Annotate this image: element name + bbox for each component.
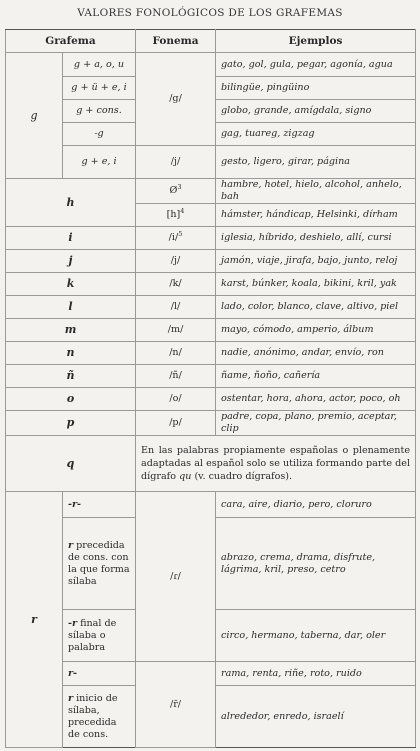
- fonema: /o/: [136, 388, 216, 411]
- grafema: i: [6, 227, 136, 250]
- examples: hámster, hándicap, Helsinki, dírham: [216, 204, 416, 227]
- examples: gato, gol, gula, pegar, agonía, agua: [216, 53, 416, 77]
- table-row: [6, 296, 416, 319]
- examples: mayo, cómodo, amperio, álbum: [216, 319, 416, 342]
- grafema: o: [6, 388, 136, 411]
- examples: hambre, hotel, hielo, alcohol, anhelo, bah: [216, 179, 416, 204]
- fonema-j-for-g: /j/: [136, 146, 216, 179]
- table-row: [6, 319, 416, 342]
- examples: ñame, ñoño, cañería: [216, 365, 416, 388]
- r-context: r inicio de sílaba, precedida de cons.: [63, 686, 136, 748]
- table-row: [6, 53, 416, 77]
- table-row: [6, 411, 416, 436]
- grafema: k: [6, 273, 136, 296]
- table-row: [6, 250, 416, 273]
- grafema: m: [6, 319, 136, 342]
- examples: alrededor, enredo, israelí: [216, 686, 416, 748]
- fonema-g: /g/: [136, 53, 216, 146]
- examples: rama, renta, riñe, roto, ruido: [216, 662, 416, 686]
- grafema: l: [6, 296, 136, 319]
- r-context: -r-: [63, 492, 136, 518]
- table-row: [6, 146, 416, 179]
- table-row: [6, 227, 416, 250]
- header-ejemplos: Ejemplos: [216, 30, 416, 53]
- g-context: g + e, i: [63, 146, 136, 179]
- g-context: g + ü + e, i: [63, 77, 136, 100]
- fonema: /l/: [136, 296, 216, 319]
- table-title: VALORES FONOLÓGICOS DE LOS GRAFEMAS: [77, 7, 343, 19]
- table-row: [6, 179, 416, 204]
- grafema-r: r: [6, 492, 63, 748]
- examples: karst, búnker, koala, bikini, kril, yak: [216, 273, 416, 296]
- examples: ostentar, hora, ahora, actor, poco, oh: [216, 388, 416, 411]
- grafemas-table: [5, 29, 416, 748]
- fonema-h-zero: $Ø^3$: [136, 179, 216, 204]
- grafema: j: [6, 250, 136, 273]
- fonema-r-multiple: /r̄/: [136, 662, 216, 748]
- header-fonema: Fonema: [136, 30, 216, 53]
- examples: padre, copa, plano, premio, aceptar, clip: [216, 411, 416, 436]
- fonema-h-aspirate: $[h]^4$: [136, 204, 216, 227]
- fonema-r-simple: /ɾ/: [136, 492, 216, 662]
- examples: cara, aire, diario, pero, cloruro: [216, 492, 416, 518]
- grafema-g: g: [6, 53, 63, 179]
- g-context: -g: [63, 123, 136, 146]
- grafema: p: [6, 411, 136, 436]
- table-row: [6, 342, 416, 365]
- g-context: g + a, o, u: [63, 53, 136, 77]
- grafema-q: q: [6, 436, 136, 492]
- table-row: [6, 365, 416, 388]
- q-note: En las palabras propiamente españolas o plenamente adaptadas al español solo se utiliza formando parte del dígrafo qu (v. cuadro dígrafos).: [136, 436, 416, 492]
- table-row: [6, 436, 416, 492]
- fonema: /k/: [136, 273, 216, 296]
- table-row: [6, 388, 416, 411]
- table-row: [6, 492, 416, 518]
- grafema: ñ: [6, 365, 136, 388]
- table-row: [6, 662, 416, 686]
- fonema: /m/: [136, 319, 216, 342]
- examples: globo, grande, amígdala, signo: [216, 100, 416, 123]
- grafema-h: h: [6, 179, 136, 227]
- fonema: /n/: [136, 342, 216, 365]
- r-context: r-: [63, 662, 136, 686]
- grafema: n: [6, 342, 136, 365]
- fonema: /p/: [136, 411, 216, 436]
- r-context: -r final de sílaba o palabra: [63, 610, 136, 662]
- fonema: /ñ/: [136, 365, 216, 388]
- examples: lado, color, blanco, clave, altivo, piel: [216, 296, 416, 319]
- g-context: g + cons.: [63, 100, 136, 123]
- r-context: r precedida de cons. con la que forma sílaba: [63, 518, 136, 610]
- header-row: [6, 30, 416, 53]
- fonema: /i/$^5$: [136, 227, 216, 250]
- examples: circo, hermano, taberna, dar, oler: [216, 610, 416, 662]
- examples: bilingüe, pingüino: [216, 77, 416, 100]
- examples: gag, tuareg, zigzag: [216, 123, 416, 146]
- examples: jamón, viaje, jirafa, bajo, junto, reloj: [216, 250, 416, 273]
- fonema: /j/: [136, 250, 216, 273]
- examples: abrazo, crema, drama, disfrute, lágrima, kril, preso, cetro: [216, 518, 416, 610]
- examples: iglesia, híbrido, deshielo, allí, cursi: [216, 227, 416, 250]
- header-grafema: Grafema: [6, 30, 136, 53]
- examples: nadie, anónimo, andar, envío, ron: [216, 342, 416, 365]
- table-row: [6, 273, 416, 296]
- examples: gesto, ligero, girar, página: [216, 146, 416, 179]
